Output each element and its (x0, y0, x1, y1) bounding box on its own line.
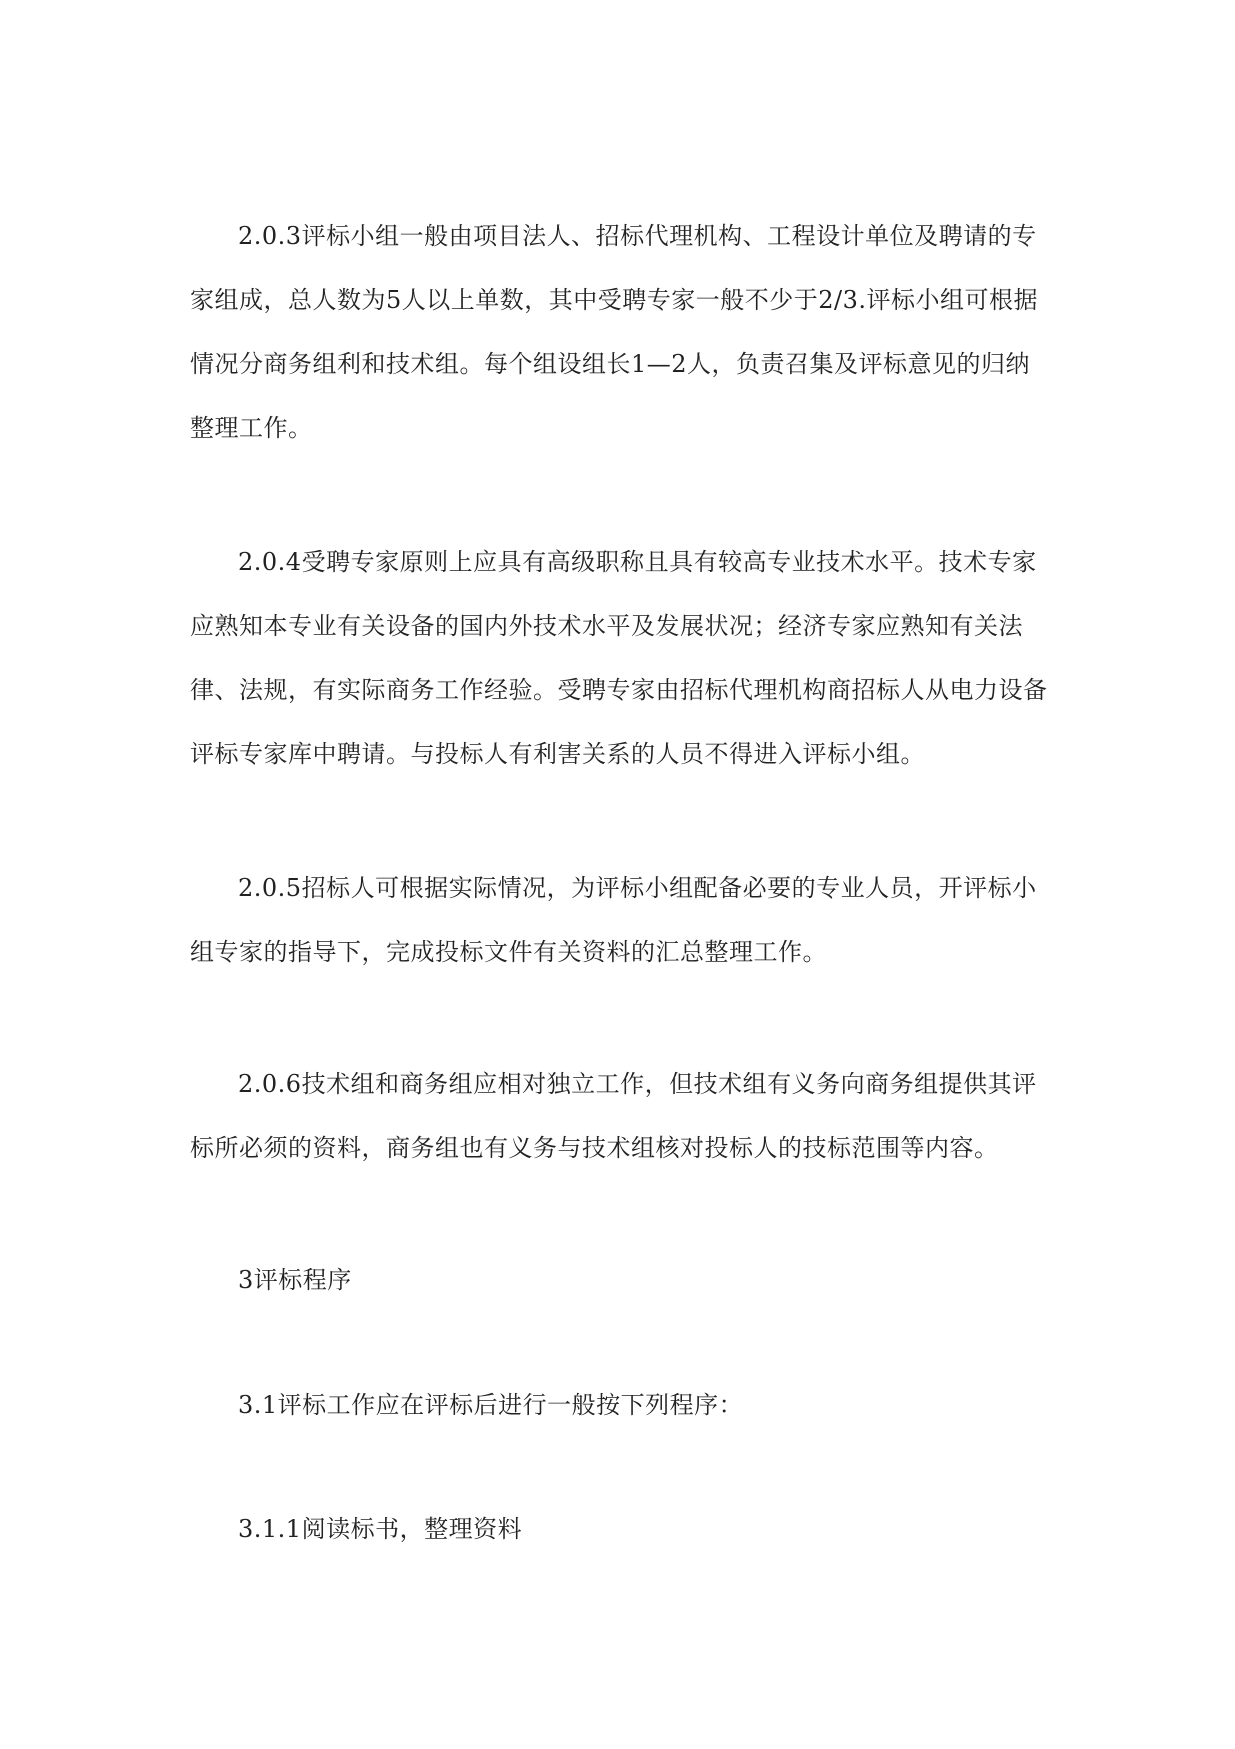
section-heading-3: 3评标程序 (238, 1266, 352, 1294)
paragraph-2-0-5: 2.0.5招标人可根据实际情况，为评标小组配备必要的专业人员，开评标小组专家的指导下，完成投标文件有关资料的汇总整理工作。 (190, 874, 1037, 966)
paragraph-2-0-6: 2.0.6技术组和商务组应相对独立工作，但技术组有义务向商务组提供其评标所必须的资料，商务组也有义务与技术组核对投标人的技标范围等内容。 (190, 1070, 1037, 1162)
paragraph-2-0-4: 2.0.4受聘专家原则上应具有高级职称且具有较高专业技术水平。技术专家应熟知本专业有关设备的国内外技术水平及发展状况；经济专家应熟知有关法律、法规，有实际商务工作经验。受聘专家由招标代理机构商招标人从电力设备评标专家库中聘请。与投标人有利害关系的人员不得进入评标小组。 (190, 548, 1048, 768)
paragraph-3-1: 3.1评标工作应在评标后进行一般按下列程序： (238, 1391, 744, 1419)
paragraph-2-0-3: 2.0.3评标小组一般由项目法人、招标代理机构、工程设计单位及聘请的专家组成，总人数为5人以上单数，其中受聘专家一般不少于2/3.评标小组可根据情况分商务组利和技术组。每个组设组长1—2人，负责召集及评标意见的归纳整理工作。 (190, 222, 1039, 442)
paragraph-3-1-1: 3.1.1阅读标书，整理资料 (238, 1515, 523, 1543)
